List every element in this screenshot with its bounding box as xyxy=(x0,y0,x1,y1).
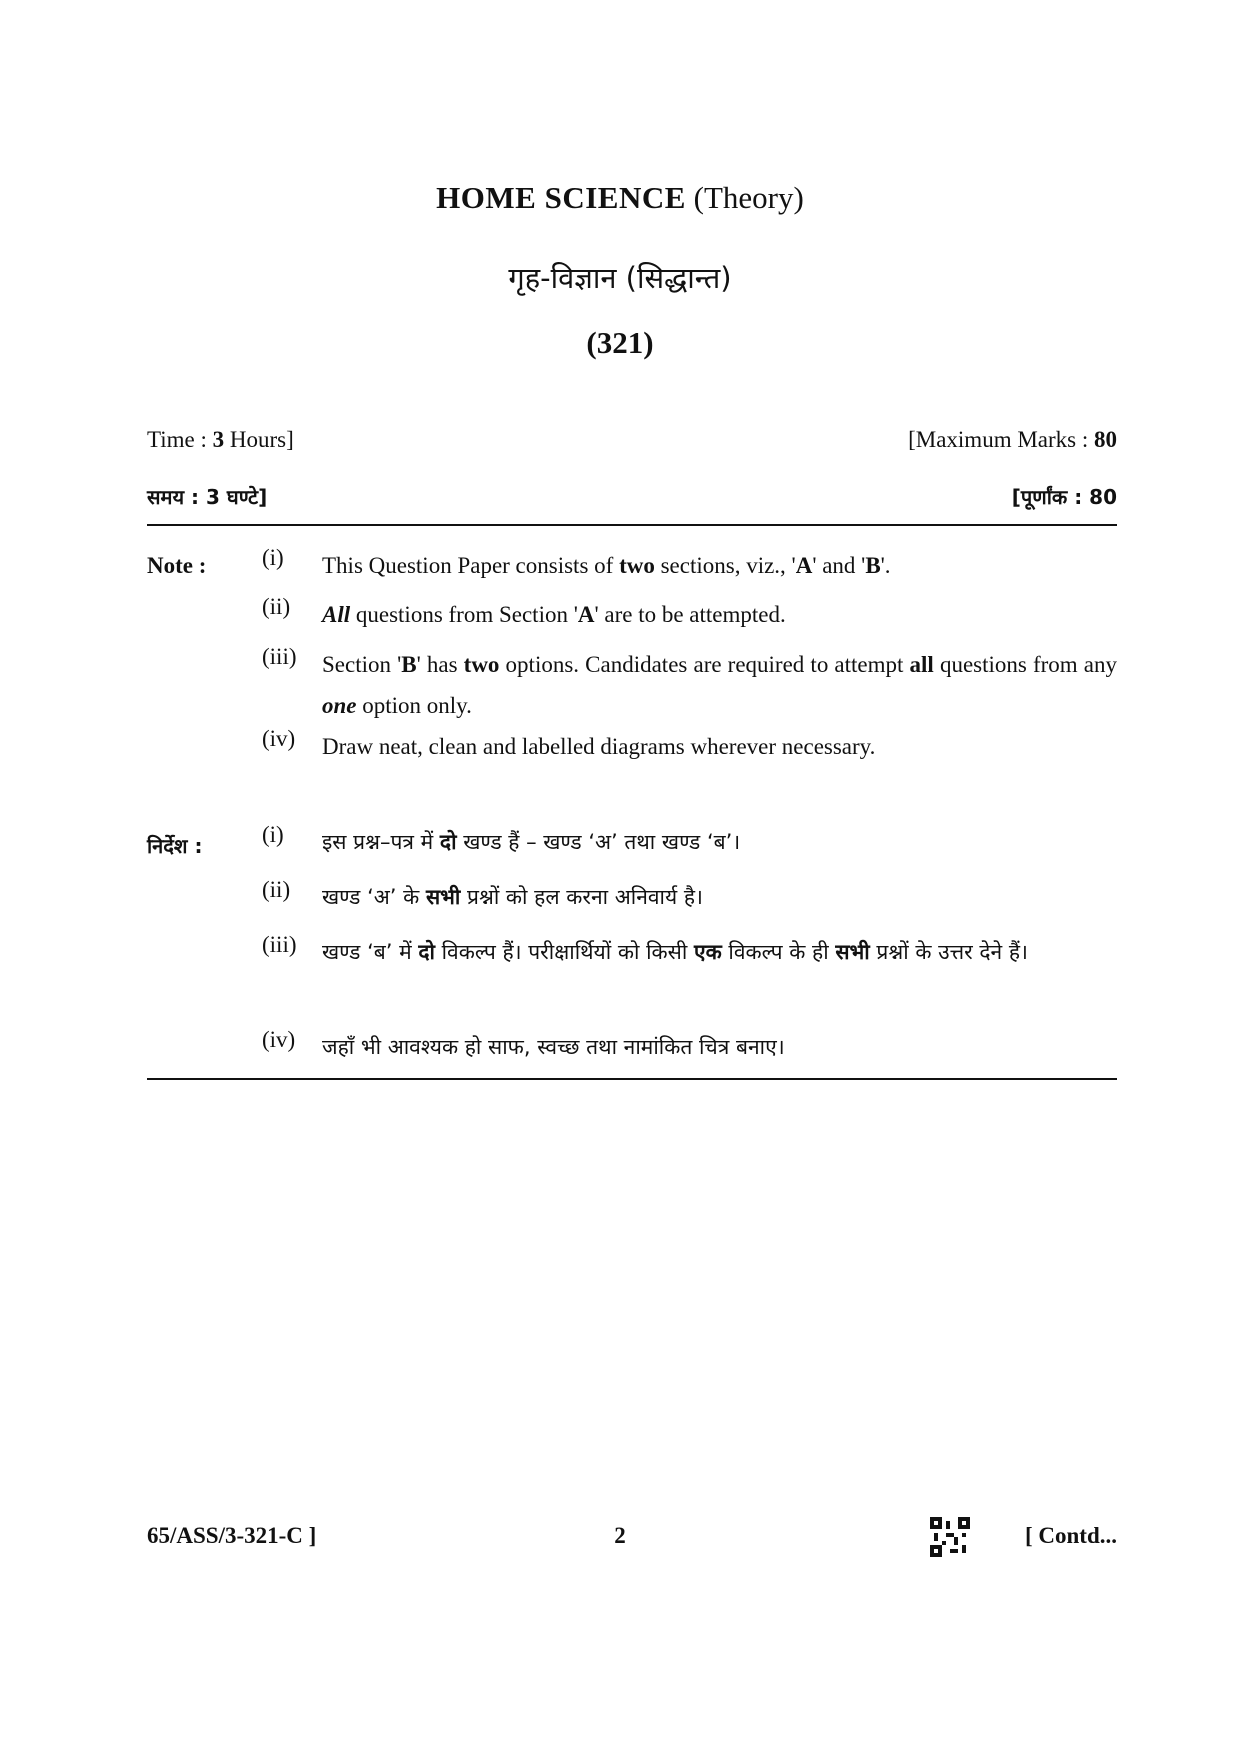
note-item-text: इस प्रश्न–पत्र में दो खण्ड हैं – खण्ड ‘अ’ तथा खण्ड ‘ब’। xyxy=(322,830,741,854)
note-item-text: जहाँ भी आवश्यक हो साफ, स्वच्छ तथा नामांकित चित्र बनाए। xyxy=(322,1035,785,1059)
paper-title-hindi: गृह-विज्ञान (सिद्धान्त) xyxy=(508,261,732,295)
marks-english: [Maximum Marks : 80 xyxy=(908,427,1117,452)
note-item-number: (ii) xyxy=(262,877,291,902)
note-label-english: Note : xyxy=(147,553,207,578)
note-item-text: All questions from Section 'A' are to be attempted. xyxy=(322,602,786,627)
note-item-number: (iii) xyxy=(262,932,297,957)
note-item-text: खण्ड ‘ब’ में दो विकल्प हैं। परीक्षार्थियों को किसी एक विकल्प के ही सभी प्रश्नों के उत्तर देने हैं। xyxy=(322,940,1028,964)
note-item-text: खण्ड ‘अ’ के सभी प्रश्नों को हल करना अनिवार्य है। xyxy=(322,885,703,909)
divider-top xyxy=(147,524,1117,526)
note-label-hindi: निर्देश : xyxy=(147,834,203,858)
note-item-text: This Question Paper consists of two sections, viz., 'A' and 'B'. xyxy=(322,553,891,578)
marks-hindi: [पूर्णांक : 80 xyxy=(1011,485,1117,509)
time-hindi: समय : 3 घण्टे] xyxy=(147,485,268,509)
divider-bottom xyxy=(147,1078,1117,1080)
note-item-text: Draw neat, clean and labelled diagrams wherever necessary. xyxy=(322,734,876,759)
note-item-number: (iv) xyxy=(262,1027,296,1052)
note-item-number: (ii) xyxy=(262,594,291,619)
paper-code: 65/ASS/3-321-C ] xyxy=(147,1523,317,1548)
subject-code: (321) xyxy=(586,325,654,360)
note-item-text: Section 'B' has two options. Candidates are required to attempt all questions from any one option only. xyxy=(322,652,1117,718)
note-item-number: (iv) xyxy=(262,726,296,751)
page-number: 2 xyxy=(614,1523,626,1548)
note-item-number: (i) xyxy=(262,822,284,847)
paper-title-english xyxy=(0,180,1240,216)
note-item-number: (iii) xyxy=(262,644,297,669)
title-bold: HOME SCIENCE xyxy=(436,180,686,215)
time-english: Time : 3 Hours] xyxy=(147,427,294,452)
note-item-number: (i) xyxy=(262,545,284,570)
continued-label: [ Contd... xyxy=(1024,1523,1117,1548)
title-theory: (Theory) xyxy=(693,180,804,215)
